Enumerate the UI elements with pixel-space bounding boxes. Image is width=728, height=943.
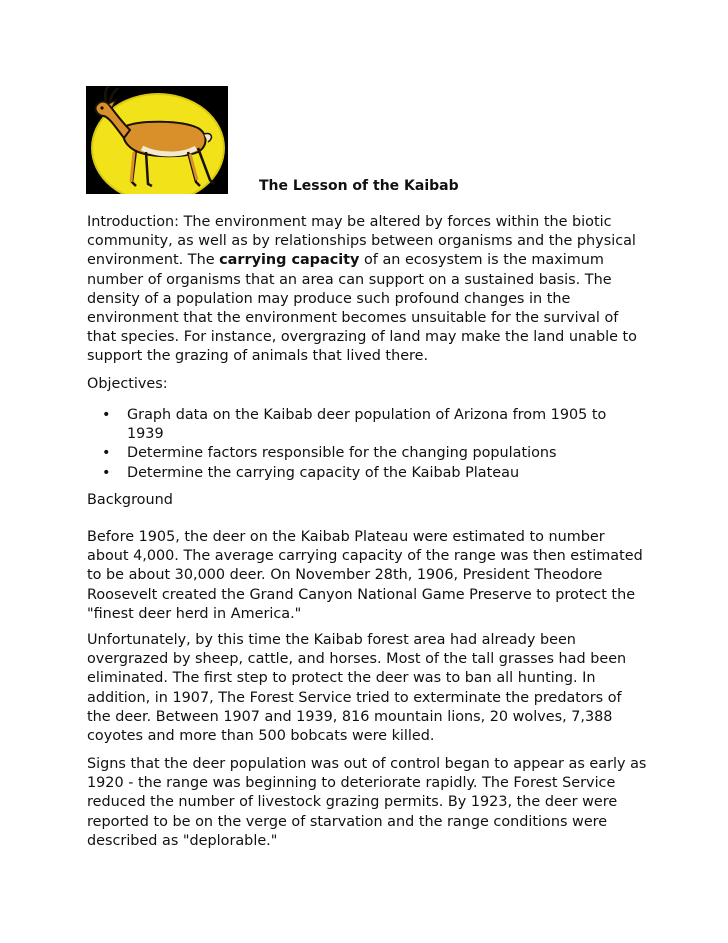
intro-text-end: of an ecosystem is the maximum number of organisms that an area can support on a sustained basis. The density of a population may produce such profound changes in the environment that the environment becomes unsuitable for the survival of that species. For instance, overgrazing of land may make the land unable to support the grazing of animals that lived there.: [87, 252, 637, 365]
objectives-heading: Objectives:: [87, 376, 168, 392]
objectives-list: [87, 406, 647, 483]
background-paragraph: Unfortunately, by this time the Kaibab forest area had already been overgrazed by sheep, cattle, and horses. Most of the tall grasses had been eliminated. The first step to protect the deer was to ban all hunting. In addition, in 1907, The Forest Service tried to exterminate the predators of the deer. Between 1907 and 1939, 816 mountain lions, 20 wolves, 7,388 coyotes and more than 500 bobcats were killed.: [87, 632, 627, 745]
bullet-icon: •: [102, 407, 111, 423]
list-item: [87, 444, 647, 463]
objective-text: Determine factors responsible for the changing populations: [127, 445, 557, 462]
objective-text: Determine the carrying capacity of the Kaibab Plateau: [127, 464, 520, 481]
intro-text-start: Introduction: The environment may be altered by forces within the biotic community, as well as by relationships between organisms and the physical environment. The: [87, 214, 636, 269]
introduction-paragraph: [87, 213, 647, 367]
carrying-capacity-term: carrying capacity: [219, 252, 360, 269]
deer-clipart-icon: [86, 86, 228, 194]
objective-text: Graph data on the Kaibab deer population of Arizona from 1905 to 1939: [127, 407, 607, 443]
background-paragraph: Signs that the deer population was out of control began to appear as early as 1920 - the range was beginning to deteriorate rapidly. The Forest Service reduced the number of livestock grazing permits. By 1923, the deer were reported to be on the verge of starvation and the range conditions were described as "deplorable.": [87, 756, 647, 849]
list-item: [87, 464, 647, 483]
background-heading: Background: [87, 492, 173, 508]
bullet-icon: •: [102, 445, 111, 462]
document-title: The Lesson of the Kaibab: [259, 178, 459, 194]
bullet-icon: •: [102, 464, 111, 481]
list-item: [87, 406, 647, 444]
background-paragraph: Before 1905, the deer on the Kaibab Plateau were estimated to number about 4,000. The average carrying capacity of the range was then estimated to be about 30,000 deer. On November 28th, 1906, President Theodore Roosevelt created the Grand Canyon National Game Preserve to protect the "finest deer herd in America.": [87, 529, 643, 622]
